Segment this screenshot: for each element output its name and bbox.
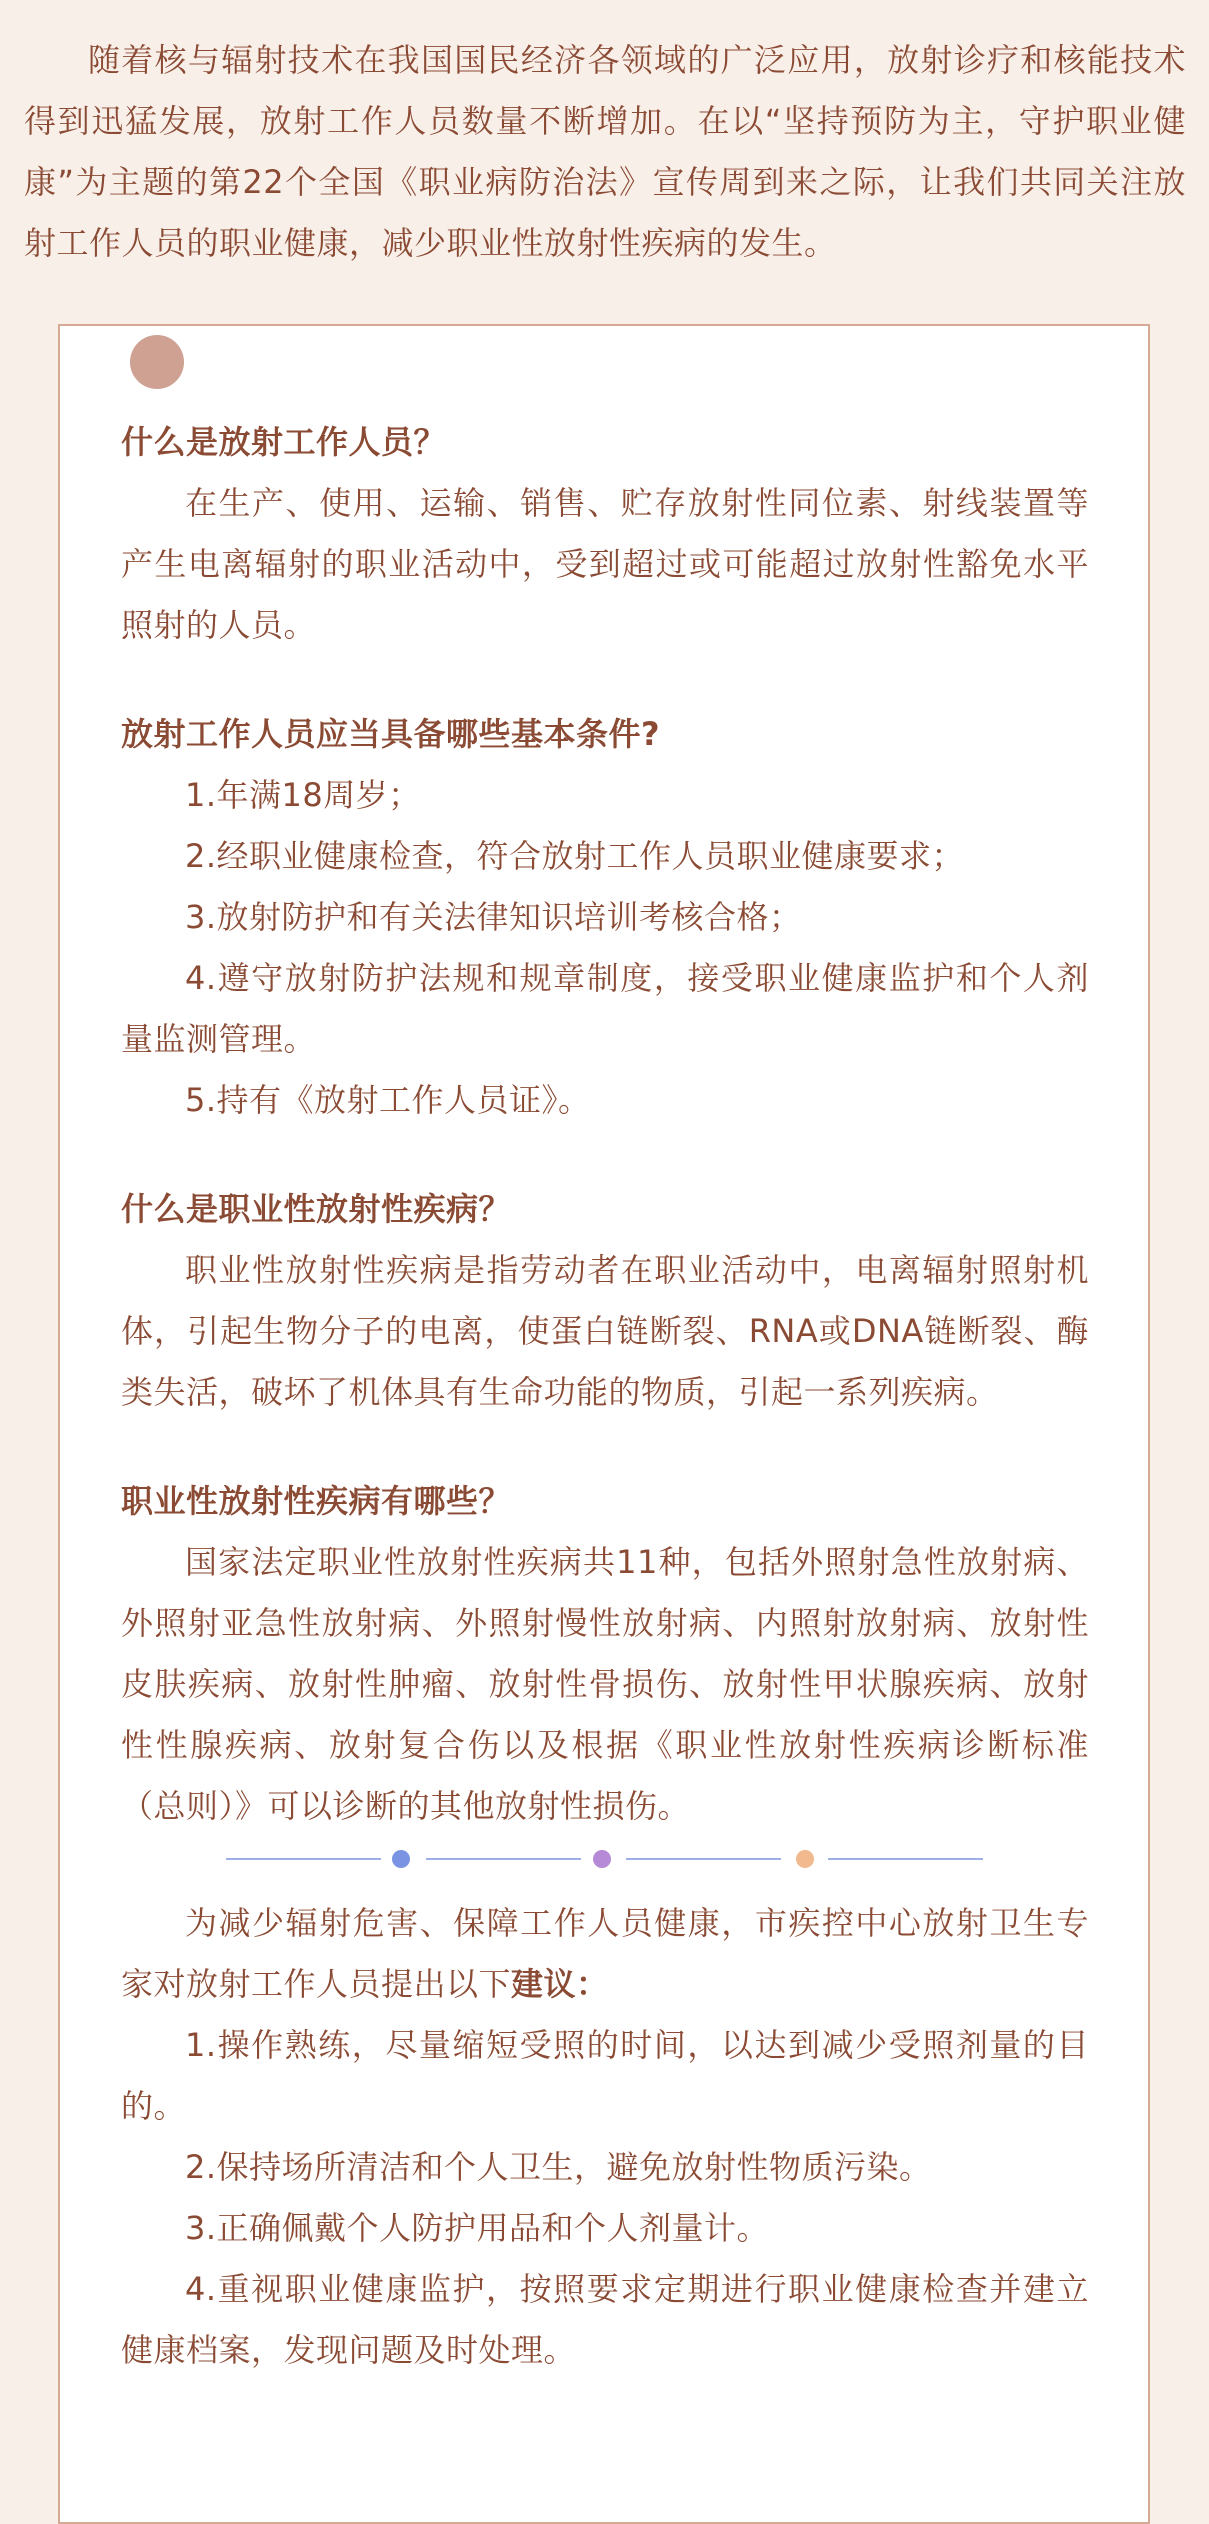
condition-item: 5.持有《放射工作人员证》。 xyxy=(185,1081,591,1119)
decorative-circle-icon xyxy=(130,335,184,389)
advice-intro-bold: 建议： xyxy=(511,1965,609,2003)
section-divider xyxy=(121,1847,1089,1871)
divider-line xyxy=(426,1858,581,1860)
divider-line xyxy=(828,1858,983,1860)
section-what-is-occupational-disease xyxy=(121,1179,1089,1423)
section-advice xyxy=(121,1893,1089,2381)
section-paragraph: 职业性放射性疾病是指劳动者在职业活动中，电离辐射照射机体，引起生物分子的电离，使蛋白链断裂、RNA或DNA链断裂、酶类失活，破坏了机体具有生命功能的物质，引起一系列疾病。 xyxy=(121,1251,1089,1411)
divider-dot-icon xyxy=(392,1850,410,1868)
condition-item: 4.遵守放射防护法规和规章制度，接受职业健康监护和个人剂量监测管理。 xyxy=(121,959,1089,1058)
section-what-is-radiation-worker xyxy=(121,412,1089,656)
advice-intro-text: 为减少辐射危害、保障工作人员健康，市疾控中心放射卫生专家对放射工作人员提出以下 xyxy=(121,1904,1089,2003)
section-heading: 什么是放射工作人员？ xyxy=(121,423,447,461)
advice-item: 3.正确佩戴个人防护用品和个人剂量计。 xyxy=(185,2209,770,2247)
section-basic-conditions xyxy=(121,704,1089,1131)
advice-intro xyxy=(121,1893,1089,2015)
section-disease-types xyxy=(121,1471,1089,1837)
card-content xyxy=(121,412,1089,2429)
section-heading: 职业性放射性疾病有哪些？ xyxy=(121,1482,512,1520)
info-card xyxy=(58,324,1150,2524)
advice-item: 2.保持场所清洁和个人卫生，避免放射性物质污染。 xyxy=(185,2148,932,2186)
divider-line xyxy=(226,1858,381,1860)
section-paragraph: 国家法定职业性放射性疾病共11种，包括外照射急性放射病、外照射亚急性放射病、外照射慢性放射病、内照射放射病、放射性皮肤疾病、放射性肿瘤、放射性骨损伤、放射性甲状腺疾病、放射性性腺疾病、放射复合伤以及根据《职业性放射性疾病诊断标准（总则）》可以诊断的其他放射性损伤。 xyxy=(121,1543,1089,1825)
section-paragraph: 在生产、使用、运输、销售、贮存放射性同位素、射线装置等产生电离辐射的职业活动中，受到超过或可能超过放射性豁免水平照射的人员。 xyxy=(121,484,1089,644)
divider-dot-icon xyxy=(796,1850,814,1868)
condition-item: 3.放射防护和有关法律知识培训考核合格； xyxy=(185,898,802,936)
divider-line xyxy=(626,1858,781,1860)
divider-dot-icon xyxy=(593,1850,611,1868)
section-heading: 放射工作人员应当具备哪些基本条件? xyxy=(121,715,661,753)
condition-item: 1.年满18周岁； xyxy=(185,776,421,814)
advice-item: 1.操作熟练，尽量缩短受照的时间，以达到减少受照剂量的目的。 xyxy=(121,2026,1089,2125)
section-heading: 什么是职业性放射性疾病？ xyxy=(121,1190,512,1228)
advice-item: 4.重视职业健康监护，按照要求定期进行职业健康检查并建立健康档案，发现问题及时处理。 xyxy=(121,2270,1089,2369)
intro-paragraph: 随着核与辐射技术在我国国民经济各领域的广泛应用，放射诊疗和核能技术得到迅猛发展，放射工作人员数量不断增加。在以“坚持预防为主，守护职业健康”为主题的第22个全国《职业病防治法》宣传周到来之际，让我们共同关注放射工作人员的职业健康，减少职业性放射性疾病的发生。 xyxy=(24,41,1186,262)
condition-item: 2.经职业健康检查，符合放射工作人员职业健康要求； xyxy=(185,837,965,875)
